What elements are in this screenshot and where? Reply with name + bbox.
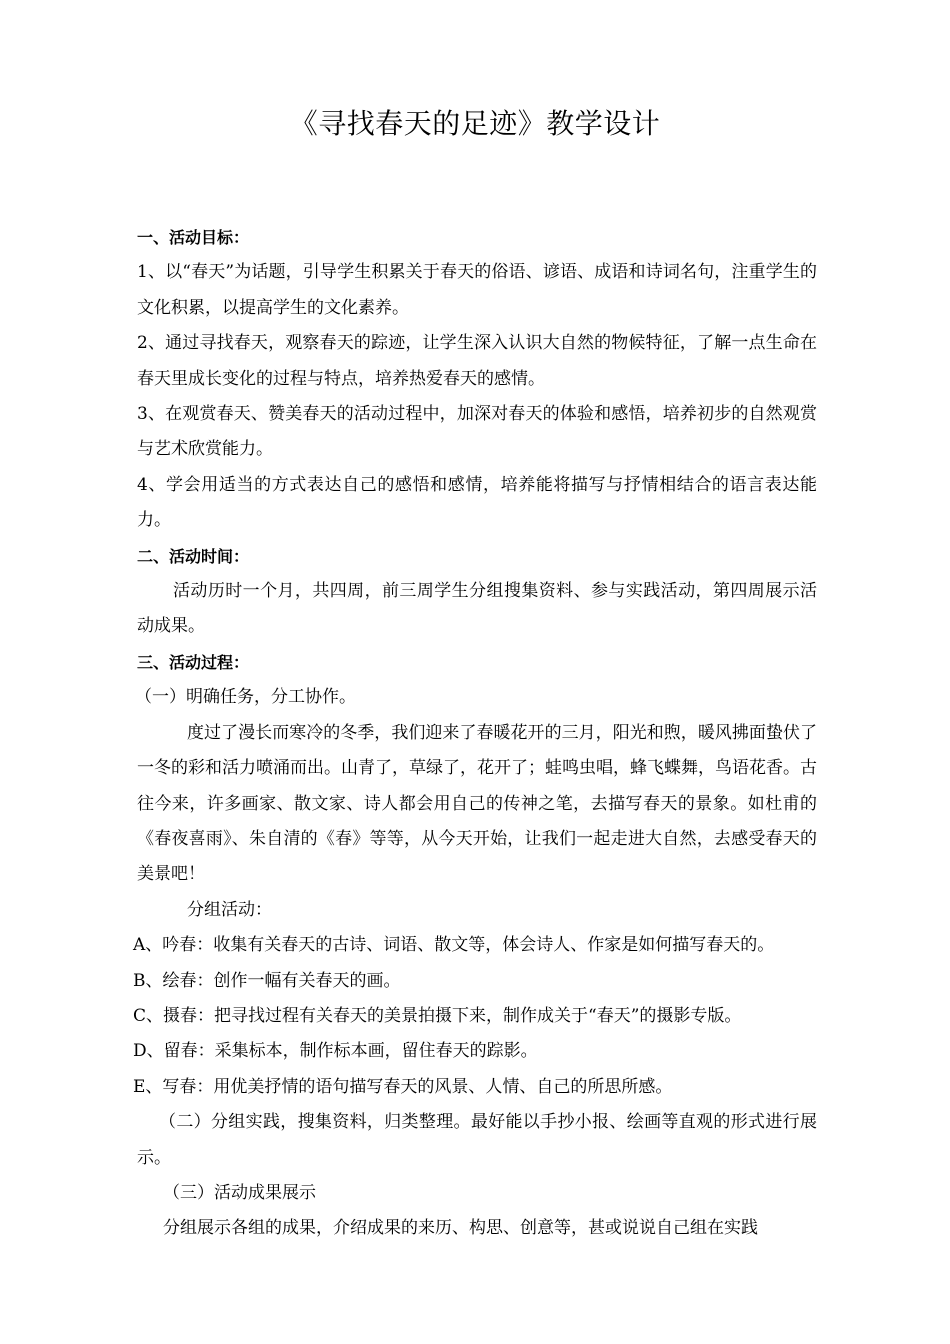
document-title: 《寻找春天的足迹》教学设计 [289, 107, 661, 140]
process-part1-title: （一）明确任务，分工协作。 [135, 687, 356, 708]
goal-item-4: 4、学会用适当的方式表达自己的感悟和感情，培养能将描写与抒情相结合的语言表达能力。 [137, 474, 817, 531]
section-heading-process: 三、活动过程： [137, 652, 250, 672]
process-part3-paragraph: 分组展示各组的成果，介绍成果的来历、构思、创意等，甚或说说自己组在实践 [163, 1218, 758, 1239]
group-activity-label: 分组活动： [187, 899, 272, 920]
group-item-e: E、写春：用优美抒情的语句描写春天的风景、人情、自己的所思所感。 [133, 1076, 673, 1097]
section-heading-goals: 一、活动目标： [137, 228, 250, 247]
process-part2-paragraph: （二）分组实践，搜集资料，归类整理。最好能以手抄小报、绘画等直观的形式进行展示。 [137, 1112, 817, 1168]
process-part1-paragraph: 度过了漫长而寒冷的冬季，我们迎来了春暖花开的三月，阳光和煦，暖风拂面蛰伏了一冬的彩和活力喷涌而出。山青了，草绿了，花开了；蛙鸣虫唱，蜂飞蝶舞，鸟语花香。古往今来，许多画家、散文家、诗人都会用自己的传神之笔，去描写春天的景象。如杜甫的《春夜喜雨》、朱自清的《春》等等，从今天开始，让我们一起走进大自然，去感受春天的美景吧！ [137, 722, 817, 885]
section-heading-time: 二、活动时间： [137, 546, 250, 566]
group-item-b: B、绘春：创作一幅有关春天的画。 [133, 970, 401, 991]
group-item-d: D、留春：采集标本，制作标本画，留住春天的踪影。 [133, 1041, 538, 1062]
goal-item-1: 1、以“春天”为话题，引导学生积累关于春天的俗语、谚语、成语和诗词名句，注重学生的文化积累，以提高学生的文化素养。 [137, 262, 817, 318]
goal-item-2: 2、通过寻找春天，观察春天的踪迹，让学生深入认识大自然的物候特征，了解一点生命在春天里成长变化的过程与特点，培养热爱春天的感情。 [137, 333, 817, 389]
group-item-c: C、摄春：把寻找过程有关春天的美景拍摄下来，制作成关于“春天”的摄影专版。 [133, 1005, 742, 1026]
group-item-a: A、吟春：收集有关春天的古诗、词语、散文等，体会诗人、作家是如何描写春天的。 [133, 935, 775, 956]
process-part3-title: （三）活动成果展示 [163, 1182, 316, 1203]
document-body [133, 220, 817, 1247]
time-paragraph: 活动历时一个月，共四周，前三周学生分组搜集资料、参与实践活动，第四周展示活动成果。 [137, 581, 817, 637]
goal-item-3: 3、在观赏春天、赞美春天的活动过程中，加深对春天的体验和感悟，培养初步的自然观赏与艺术欣赏能力。 [137, 404, 817, 460]
